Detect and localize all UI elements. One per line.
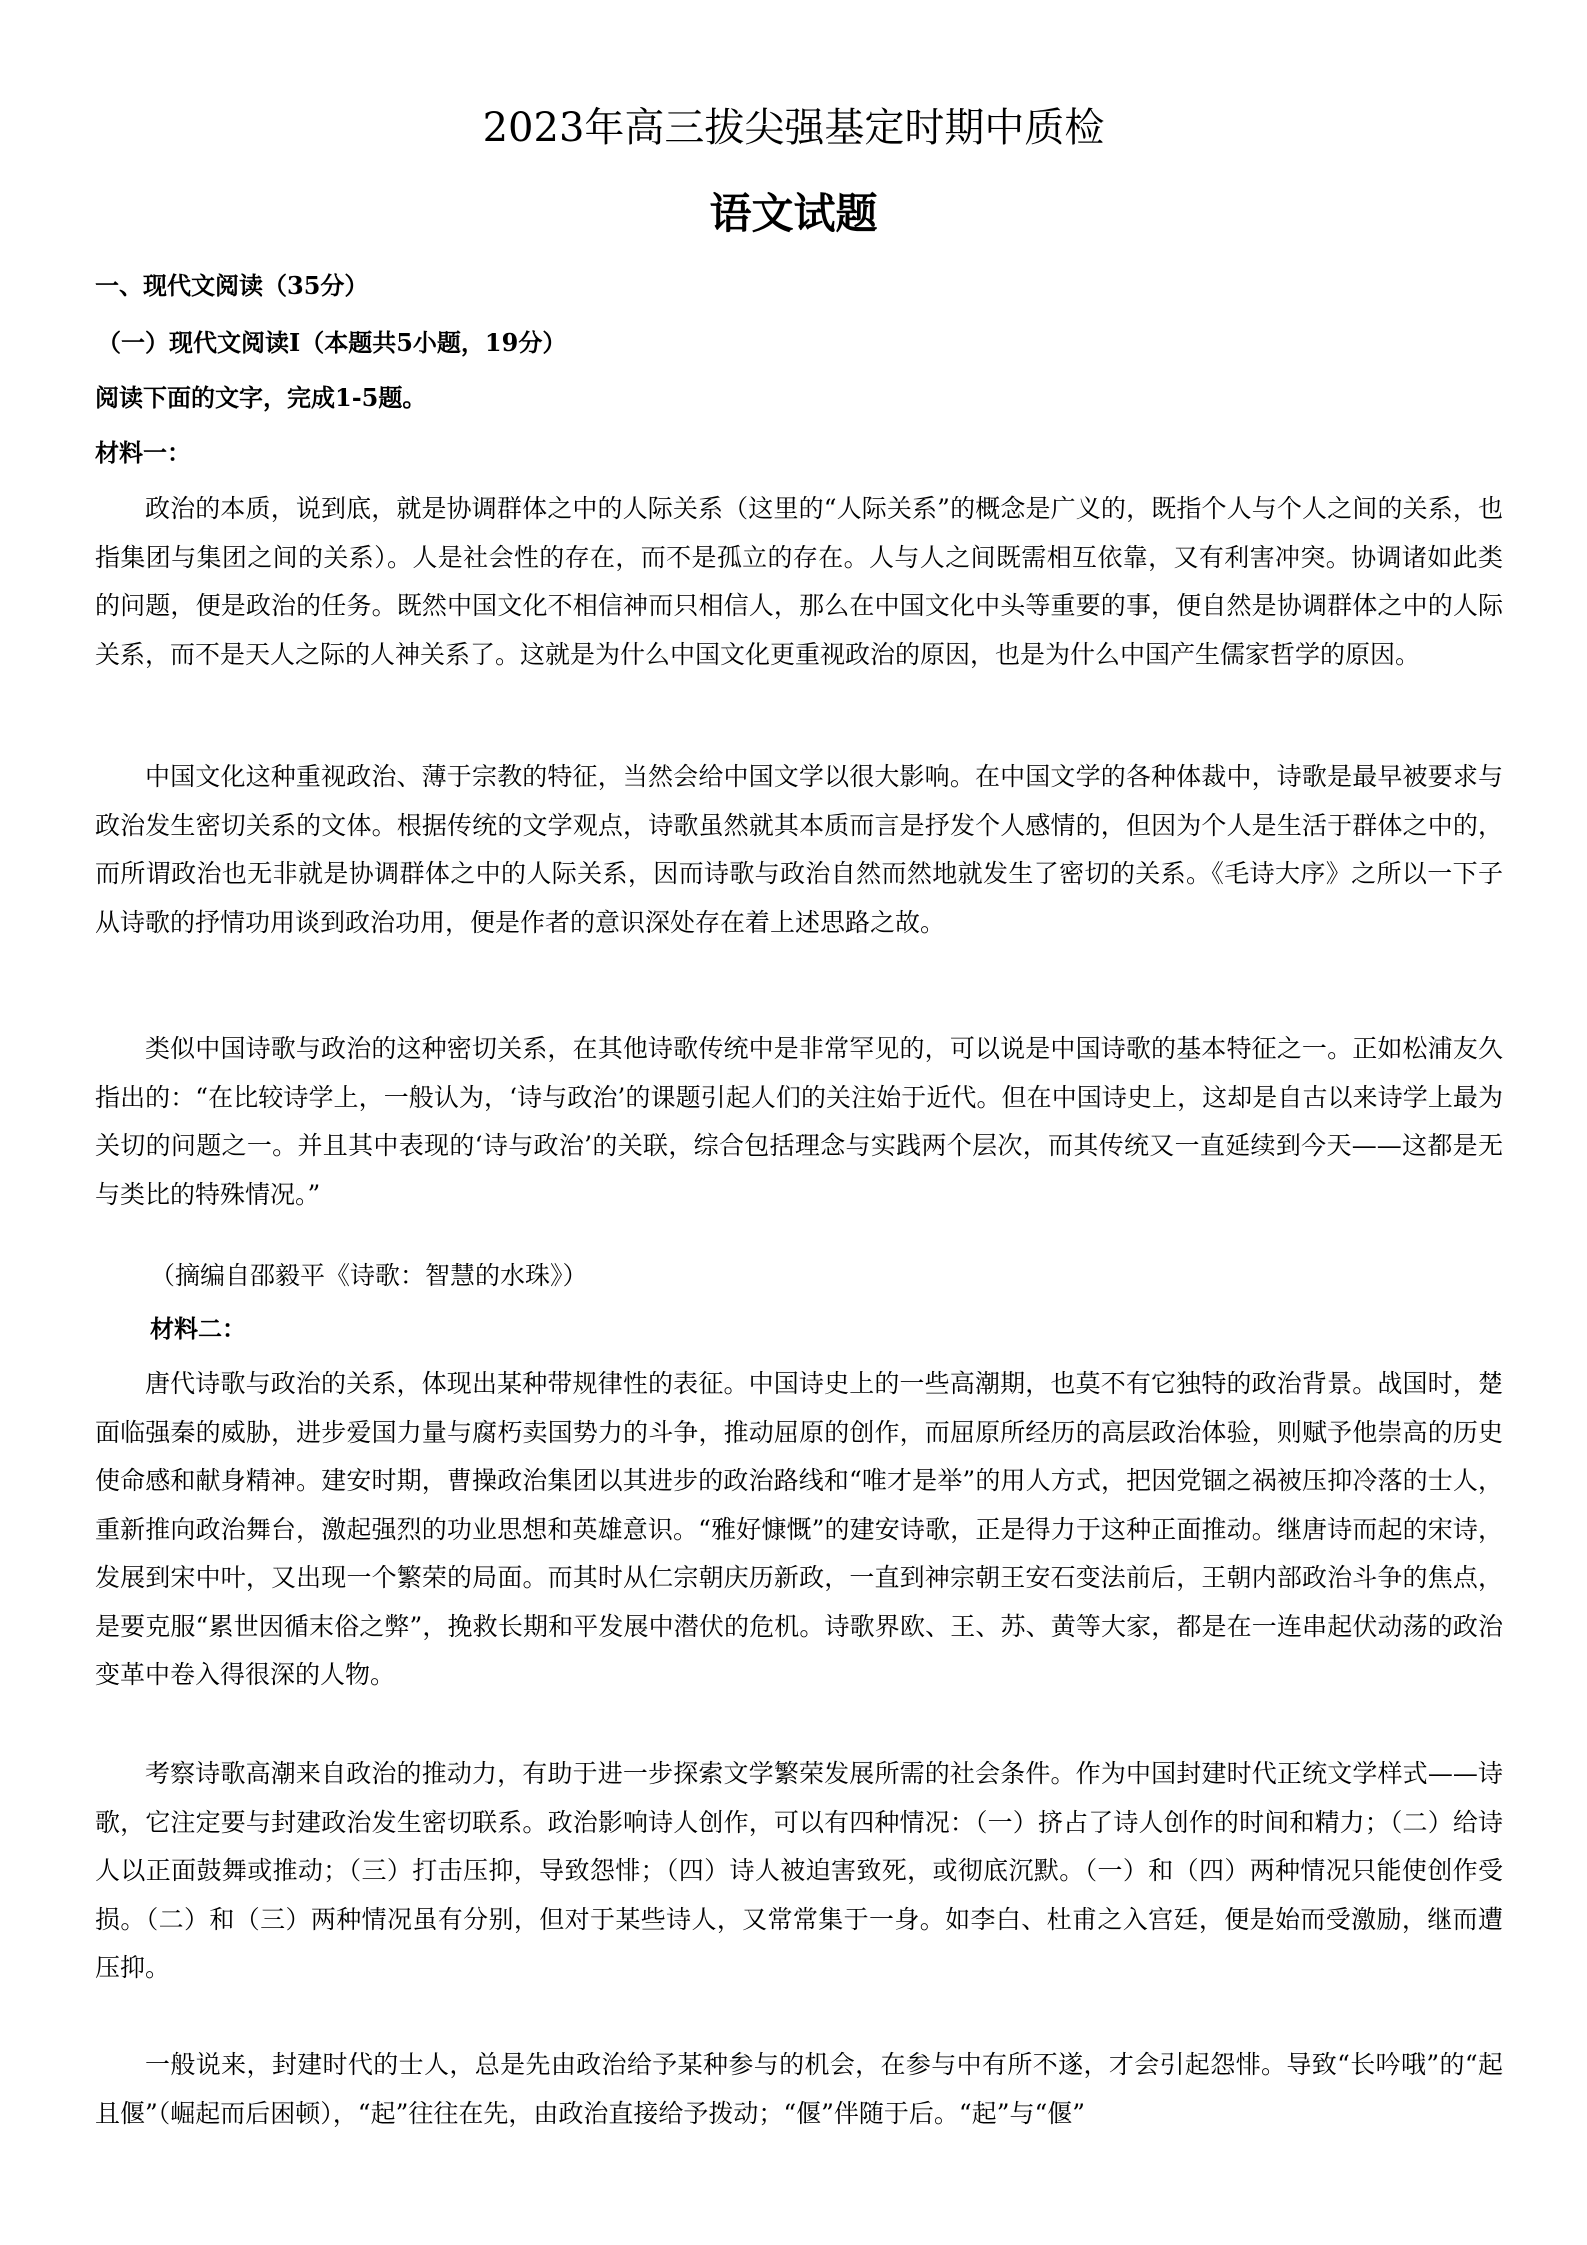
material2-paragraph: 唐代诗歌与政治的关系，体现出某种带规律性的表征。中国诗史上的一些高潮期，也莫不有它独特的政治背景。战国时，楚面临强秦的威胁，进步爱国力量与腐朽卖国势力的斗争，推动屈原的创作，而屈原所经历的高层政治体验，则赋予他崇高的历史使命感和献身精神。建安时期，曹操政治集团以其进步的政治路线和“唯才是举”的用人方式，把因党锢之祸被压抑冷落的士人，重新推向政治舞台，激起强烈的功业思想和英雄意识。“雅好慷慨”的建安诗歌，正是得力于这种正面推动。继唐诗而起的宋诗，发展到宋中叶，又出现一个繁荣的局面。而其时从仁宗朝庆历新政，一直到神宗朝王安石变法前后，王朝内部政治斗争的焦点，是要克服“累世因循末俗之弊”，挽救长期和平发展中潜伏的危机。诗歌界欧、王、苏、黄等大家，都是在一连串起伏动荡的政治变革中卷入得很深的人物。 [95,1369,1503,1689]
material1-paragraph: 类似中国诗歌与政治的这种密切关系，在其他诗歌传统中是非常罕见的，可以说是中国诗歌的基本特征之一。正如松浦友久指出的：“在比较诗学上，一般认为，‘诗与政治’的课题引起人们的关注始于近代。但在中国诗史上，这却是自古以来诗学上最为关切的问题之一。并且其中表现的‘诗与政治’的关联，综合包括理念与实践两个层次，而其传统又一直延续到今天——这都是无与类比的特殊情况。” [95,1034,1503,1209]
section-heading: 一、现代文阅读（35分） [95,271,369,300]
material1-paragraph: 中国文化这种重视政治、薄于宗教的特征，当然会给中国文学以很大影响。在中国文学的各种体裁中，诗歌是最早被要求与政治发生密切关系的文体。根据传统的文学观点，诗歌虽然就其本质而言是抒发个人感情的，但因为个人是生活于群体之中的，而所谓政治也无非就是协调群体之中的人际关系，因而诗歌与政治自然而然地就发生了密切的关系。《毛诗大序》之所以一下子从诗歌的抒情功用谈到政治功用，便是作者的意识深处存在着上述思路之故。 [95,762,1503,937]
material1-citation: （摘编自邵毅平《诗歌：智慧的水珠》） [150,1261,588,1290]
material2-label: 材料二： [150,1314,246,1343]
subsection-heading: （一）现代文阅读Ⅰ（本题共5小题，19分） [97,328,567,357]
exam-title: 2023年高三拔尖强基定时期中质检 [482,105,1105,151]
material1-label: 材料一： [95,438,191,467]
material2-paragraph: 考察诗歌高潮来自政治的推动力，有助于进一步探索文学繁荣发展所需的社会条件。作为中国封建时代正统文学样式——诗歌，它注定要与封建政治发生密切联系。政治影响诗人创作，可以有四种情况：（一）挤占了诗人创作的时间和精力；（二）给诗人以正面鼓舞或推动；（三）打击压抑，导致怨悱；（四）诗人被迫害致死，或彻底沉默。（一）和（四）两种情况只能使创作受损。（二）和（三）两种情况虽有分别，但对于某些诗人，又常常集于一身。如李白、杜甫之入宫廷，便是始而受激励，继而遭压抑。 [95,1759,1503,1982]
exam-subtitle: 语文试题 [709,189,878,238]
reading-instruction: 阅读下面的文字，完成1-5题。 [95,383,427,412]
material2-paragraph: 一般说来，封建时代的士人，总是先由政治给予某种参与的机会，在参与中有所不遂，才会引起怨悱。导致“长吟哦”的“起且偃”（崛起而后困顿），“起”往往在先，由政治直接给予拨动；“偃”伴随于后。“起”与“偃” [95,2050,1503,2128]
material1-paragraph: 政治的本质，说到底，就是协调群体之中的人际关系（这里的“人际关系”的概念是广义的，既指个人与个人之间的关系，也指集团与集团之间的关系）。人是社会性的存在，而不是孤立的存在。人与人之间既需相互依靠，又有利害冲突。协调诸如此类的问题，便是政治的任务。既然中国文化不相信神而只相信人，那么在中国文化中头等重要的事，便自然是协调群体之中的人际关系，而不是天人之际的人神关系了。这就是为什么中国文化更重视政治的原因，也是为什么中国产生儒家哲学的原因。 [95,494,1503,669]
